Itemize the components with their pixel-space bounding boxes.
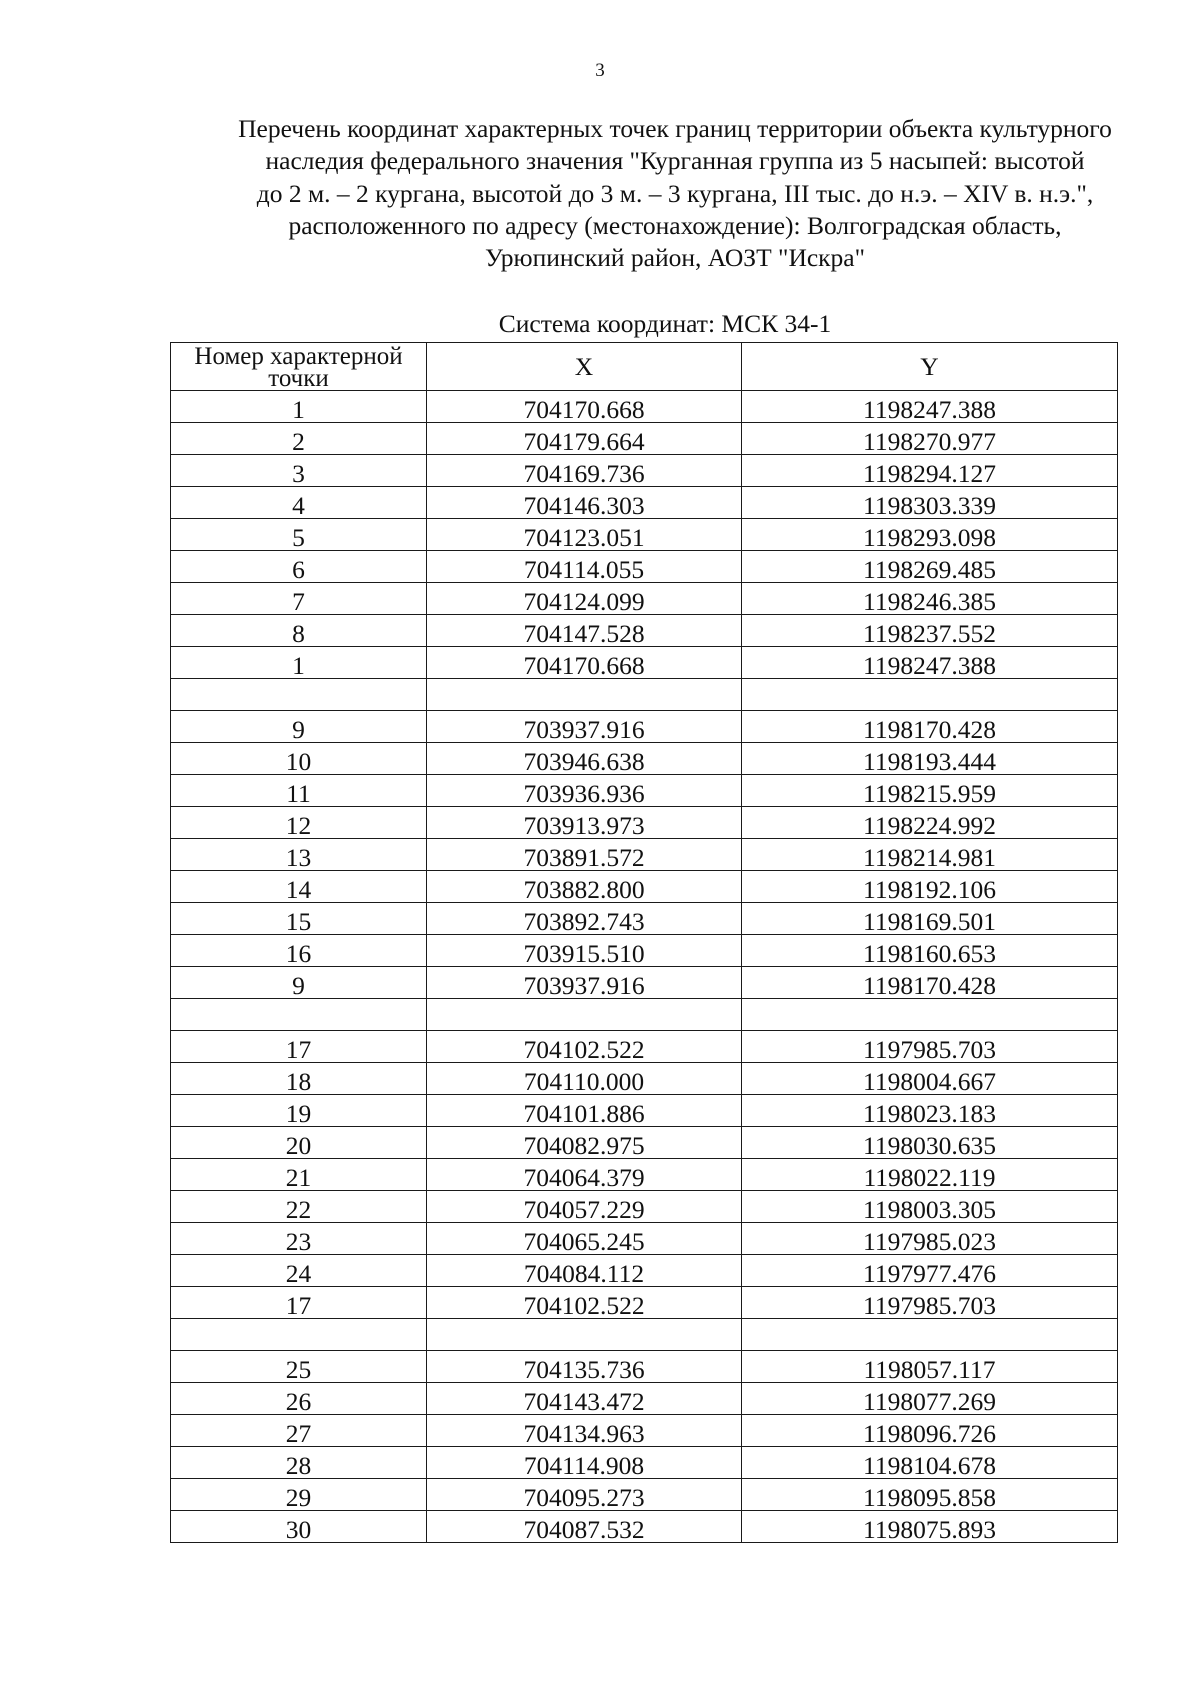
cell-y: 1198269.485	[742, 551, 1118, 583]
cell-point-number: 24	[171, 1255, 427, 1287]
cell-y: 1198030.635	[742, 1127, 1118, 1159]
cell-y: 1198293.098	[742, 519, 1118, 551]
header-x: X	[427, 343, 742, 391]
cell-x	[427, 679, 742, 711]
cell-x: 704065.245	[427, 1223, 742, 1255]
cell-y: 1198246.385	[742, 583, 1118, 615]
cell-y	[742, 1319, 1118, 1351]
cell-point-number: 17	[171, 1287, 427, 1319]
cell-x	[427, 999, 742, 1031]
cell-x: 704147.528	[427, 615, 742, 647]
cell-point-number: 26	[171, 1383, 427, 1415]
table-header-row	[171, 343, 1118, 391]
cell-y: 1198193.444	[742, 743, 1118, 775]
cell-x: 704102.522	[427, 1031, 742, 1063]
cell-x: 704082.975	[427, 1127, 742, 1159]
cell-x: 704135.736	[427, 1351, 742, 1383]
cell-point-number: 28	[171, 1447, 427, 1479]
table-row	[171, 1095, 1118, 1127]
cell-point-number: 21	[171, 1159, 427, 1191]
table-row	[171, 487, 1118, 519]
cell-y: 1198003.305	[742, 1191, 1118, 1223]
table-row	[171, 1447, 1118, 1479]
cell-x: 704143.472	[427, 1383, 742, 1415]
cell-x: 703936.936	[427, 775, 742, 807]
table-row	[171, 423, 1118, 455]
cell-point-number	[171, 999, 427, 1031]
cell-y	[742, 679, 1118, 711]
header-y: Y	[742, 343, 1118, 391]
cell-x: 703915.510	[427, 935, 742, 967]
cell-y: 1198077.269	[742, 1383, 1118, 1415]
cell-x: 703937.916	[427, 967, 742, 999]
cell-point-number: 27	[171, 1415, 427, 1447]
cell-y: 1198169.501	[742, 903, 1118, 935]
cell-point-number: 13	[171, 839, 427, 871]
cell-point-number: 5	[171, 519, 427, 551]
cell-x: 703882.800	[427, 871, 742, 903]
cell-x: 704179.664	[427, 423, 742, 455]
table-row	[171, 1223, 1118, 1255]
cell-point-number: 25	[171, 1351, 427, 1383]
cell-point-number	[171, 679, 427, 711]
title-line: расположенного по адресу (местонахождение): Волгоградская область,	[288, 210, 1062, 240]
table-row	[171, 1351, 1118, 1383]
table-row	[171, 1319, 1118, 1351]
cell-x	[427, 1319, 742, 1351]
table-row	[171, 743, 1118, 775]
table-row	[171, 1415, 1118, 1447]
title-line: наследия федерального значения "Курганная группа из 5 насыпей: высотой	[265, 146, 1085, 176]
table-row	[171, 583, 1118, 615]
cell-y: 1198294.127	[742, 455, 1118, 487]
title-line: до 2 м. – 2 кургана, высотой до 3 м. – 3 кургана, III тыс. до н.э. – XIV в. н.э.",	[256, 178, 1094, 208]
cell-y: 1198214.981	[742, 839, 1118, 871]
table-row	[171, 455, 1118, 487]
cell-y: 1198215.959	[742, 775, 1118, 807]
cell-y: 1198104.678	[742, 1447, 1118, 1479]
cell-x: 703891.572	[427, 839, 742, 871]
cell-x: 704124.099	[427, 583, 742, 615]
cell-point-number: 18	[171, 1063, 427, 1095]
table-row	[171, 1031, 1118, 1063]
cell-point-number: 17	[171, 1031, 427, 1063]
title-line: Перечень координат характерных точек границ территории объекта культурного	[238, 114, 1112, 143]
table-row	[171, 1287, 1118, 1319]
cell-y: 1198170.428	[742, 711, 1118, 743]
cell-point-number	[171, 1319, 427, 1351]
cell-x: 704064.379	[427, 1159, 742, 1191]
cell-y: 1198160.653	[742, 935, 1118, 967]
table-row	[171, 519, 1118, 551]
cell-x: 704170.668	[427, 391, 742, 423]
table-row	[171, 1191, 1118, 1223]
cell-x: 704057.229	[427, 1191, 742, 1223]
table-row	[171, 1159, 1118, 1191]
cell-point-number: 16	[171, 935, 427, 967]
cell-y: 1198247.388	[742, 647, 1118, 679]
header-point-number-line2: точки	[268, 365, 329, 391]
cell-x: 704095.273	[427, 1479, 742, 1511]
cell-y: 1198022.119	[742, 1159, 1118, 1191]
cell-point-number: 20	[171, 1127, 427, 1159]
table-row	[171, 551, 1118, 583]
cell-point-number: 7	[171, 583, 427, 615]
cell-y: 1198095.858	[742, 1479, 1118, 1511]
cell-point-number: 6	[171, 551, 427, 583]
cell-point-number: 22	[171, 1191, 427, 1223]
table-row	[171, 1511, 1118, 1543]
table-row	[171, 935, 1118, 967]
cell-point-number: 23	[171, 1223, 427, 1255]
cell-y: 1198096.726	[742, 1415, 1118, 1447]
cell-point-number: 1	[171, 647, 427, 679]
table-row	[171, 807, 1118, 839]
cell-point-number: 8	[171, 615, 427, 647]
table-row	[171, 647, 1118, 679]
cell-point-number: 14	[171, 871, 427, 903]
cell-y: 1198192.106	[742, 871, 1118, 903]
cell-x: 704169.736	[427, 455, 742, 487]
cell-point-number: 9	[171, 967, 427, 999]
cell-y: 1197985.703	[742, 1287, 1118, 1319]
table-row	[171, 711, 1118, 743]
cell-point-number: 30	[171, 1511, 427, 1543]
cell-x: 704102.522	[427, 1287, 742, 1319]
cell-point-number: 29	[171, 1479, 427, 1511]
cell-y: 1198170.428	[742, 967, 1118, 999]
table-row	[171, 967, 1118, 999]
cell-x: 704110.000	[427, 1063, 742, 1095]
table-row	[171, 1383, 1118, 1415]
table-row	[171, 391, 1118, 423]
cell-y: 1198303.339	[742, 487, 1118, 519]
cell-point-number: 9	[171, 711, 427, 743]
table-row	[171, 903, 1118, 935]
cell-y: 1198075.893	[742, 1511, 1118, 1543]
cell-y	[742, 999, 1118, 1031]
table-row	[171, 999, 1118, 1031]
cell-point-number: 11	[171, 775, 427, 807]
cell-point-number: 12	[171, 807, 427, 839]
cell-y: 1197985.023	[742, 1223, 1118, 1255]
table-row	[171, 871, 1118, 903]
cell-y: 1198237.552	[742, 615, 1118, 647]
header-point-number	[171, 343, 427, 391]
cell-x: 704114.055	[427, 551, 742, 583]
table-row	[171, 1255, 1118, 1287]
table-row	[171, 615, 1118, 647]
cell-y: 1198224.992	[742, 807, 1118, 839]
cell-y: 1198004.667	[742, 1063, 1118, 1095]
cell-x: 703937.916	[427, 711, 742, 743]
table-row	[171, 679, 1118, 711]
document-title	[150, 113, 1200, 274]
cell-point-number: 2	[171, 423, 427, 455]
coordinate-system-caption: Система координат: МСК 34-1	[498, 309, 832, 338]
title-line: Урюпинский район, АОЗТ "Искра"	[484, 243, 866, 273]
cell-y: 1198270.977	[742, 423, 1118, 455]
cell-point-number: 3	[171, 455, 427, 487]
cell-y: 1198023.183	[742, 1095, 1118, 1127]
cell-x: 704084.112	[427, 1255, 742, 1287]
cell-x: 704123.051	[427, 519, 742, 551]
cell-point-number: 15	[171, 903, 427, 935]
table-row	[171, 1127, 1118, 1159]
cell-y: 1198057.117	[742, 1351, 1118, 1383]
cell-point-number: 19	[171, 1095, 427, 1127]
table-row	[171, 1063, 1118, 1095]
cell-point-number: 1	[171, 391, 427, 423]
table-row	[171, 775, 1118, 807]
table-body	[171, 391, 1118, 1543]
header-point-number-line1: Номер характерной	[194, 343, 403, 370]
cell-x: 704146.303	[427, 487, 742, 519]
cell-x: 704114.908	[427, 1447, 742, 1479]
cell-point-number: 10	[171, 743, 427, 775]
cell-x: 703913.973	[427, 807, 742, 839]
cell-x: 704087.532	[427, 1511, 742, 1543]
cell-x: 704101.886	[427, 1095, 742, 1127]
table-row	[171, 1479, 1118, 1511]
page-number: 3	[595, 60, 605, 81]
coordinates-table	[170, 342, 1118, 1543]
cell-x: 704170.668	[427, 647, 742, 679]
cell-y: 1197985.703	[742, 1031, 1118, 1063]
cell-x: 703946.638	[427, 743, 742, 775]
cell-point-number: 4	[171, 487, 427, 519]
cell-y: 1197977.476	[742, 1255, 1118, 1287]
table-row	[171, 839, 1118, 871]
cell-y: 1198247.388	[742, 391, 1118, 423]
cell-x: 704134.963	[427, 1415, 742, 1447]
cell-x: 703892.743	[427, 903, 742, 935]
